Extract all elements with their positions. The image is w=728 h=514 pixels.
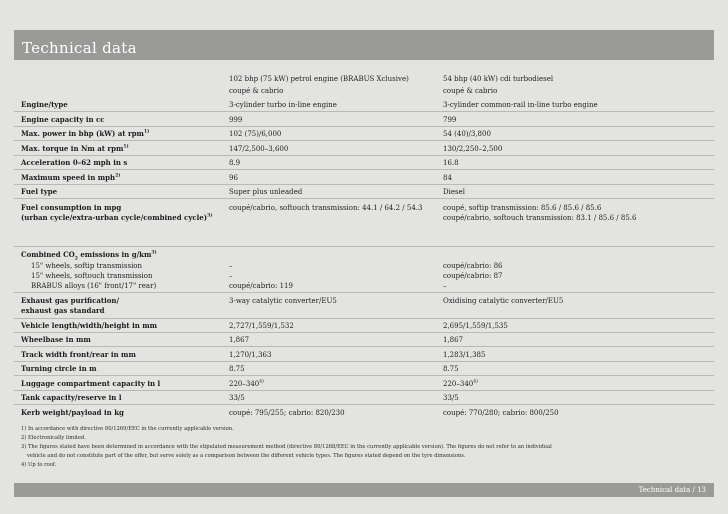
row-value-petrol: 2,727/1,559/1,532 — [229, 322, 294, 330]
row-value-petrol: 220–340$^{4)}$ — [229, 379, 264, 388]
table-row — [14, 99, 714, 112]
row-label: Turning circle in m — [21, 364, 97, 373]
table-row — [14, 143, 714, 156]
row-value-diesel: 130/2,250–2,500 — [443, 145, 503, 153]
row-value-diesel: Diesel — [443, 188, 465, 196]
row-label: Engine/type — [21, 100, 68, 109]
column-header-diesel — [443, 73, 553, 97]
table-row — [14, 334, 714, 347]
row-label: Max. power in bhp (kW) at rpm$^{1)}$ — [21, 129, 150, 138]
row-value-diesel: 1,867 — [443, 336, 464, 344]
row-value-petrol: coupé: 795/255; cabrio: 820/230 — [229, 409, 345, 417]
row-value-petrol: 147/2,500–3,600 — [229, 145, 289, 153]
row-value-diesel: 16.8 — [443, 159, 459, 167]
co2-value-diesel-1: coupé/cabrio: 86 — [443, 262, 503, 270]
row-value-diesel: 2,695/1,559/1,535 — [443, 322, 508, 330]
row-value-petrol: 999 — [229, 116, 243, 124]
table-row — [14, 186, 714, 199]
row-value-diesel: 220–340$^{4)}$ — [443, 379, 478, 388]
row-value-diesel: 54 (40)/3,800 — [443, 130, 491, 138]
row-value-petrol: 1,270/1,363 — [229, 351, 272, 359]
co2-value-diesel-2: coupé/cabrio: 87 — [443, 272, 503, 280]
row-label: Track width front/rear in mm — [21, 350, 136, 359]
table-row — [14, 320, 714, 333]
row-label: Max. torque in Nm at rpm$^{1)}$ — [21, 144, 129, 153]
row-value-petrol: 33/5 — [229, 394, 245, 402]
table-row — [14, 378, 714, 391]
row-label: Kerb weight/payload in kg — [21, 408, 124, 417]
row-label: Acceleration 0–62 mph in s — [21, 158, 128, 167]
table-row-fuel-consumption — [14, 199, 714, 247]
table-row — [14, 407, 714, 419]
row-value-petrol: 8.9 — [229, 159, 241, 167]
row-value-petrol: 8.75 — [229, 365, 245, 373]
row-value-diesel: 3-cylinder common-rail in-line turbo engine — [443, 101, 598, 109]
table-row — [14, 172, 714, 185]
table-row — [14, 114, 714, 127]
row-label: Wheelbase in mm — [21, 335, 91, 344]
co2-sub-label-3: BRABUS alloys (16" front/17" rear) — [31, 282, 157, 290]
row-label: Fuel consumption in mpg — [21, 203, 122, 212]
row-value-petrol: 102 (75)/6,000 — [229, 130, 282, 138]
footnote-3: 3) The figures stated have been determined in accordance with the stipulated measurement method (directive 80/1268/EEC in the currently applicable version). The figures do not refer to an individual — [21, 444, 552, 450]
row-value-diesel-line1: coupé, softip transmission: 85.6 / 85.6 / 85.6 — [443, 204, 602, 212]
table-row-co2 — [14, 247, 714, 293]
co2-value-petrol-1: – — [229, 262, 233, 270]
row-value-petrol: coupé/cabrio, softouch transmission: 44.1 / 64.2 / 54.3 — [229, 204, 423, 212]
row-value-petrol: 96 — [229, 174, 238, 182]
row-value-diesel: Oxidising catalytic converter/EU5 — [443, 297, 564, 305]
row-value-diesel: 799 — [443, 116, 457, 124]
co2-value-petrol-3: coupé/cabrio: 119 — [229, 282, 293, 290]
row-label-line2: exhaust gas standard — [21, 306, 105, 315]
table-row-exhaust — [14, 293, 714, 319]
row-value-petrol: Super plus unleaded — [229, 188, 303, 196]
row-label-line2: (urban cycle/extra-urban cycle/combined cycle)$^{3)}$ — [21, 213, 213, 222]
row-value-diesel: 84 — [443, 174, 452, 182]
table-row — [14, 392, 714, 405]
column-header-diesel-line2: coupé & cabrio — [443, 87, 498, 95]
row-value-diesel: 1,283/1,385 — [443, 351, 486, 359]
table-row — [14, 363, 714, 376]
footer-bar — [14, 483, 714, 497]
row-label: Fuel type — [21, 187, 58, 196]
column-header-petrol-line1: 102 bhp (75 kW) petrol engine (BRABUS Xclusive) — [229, 75, 409, 83]
co2-value-petrol-2: – — [229, 272, 233, 280]
column-headers — [0, 73, 728, 99]
row-label: Luggage compartment capacity in l — [21, 379, 161, 388]
row-value-petrol: 3-cylinder turbo in-line engine — [229, 101, 337, 109]
row-label: Engine capacity in cc — [21, 115, 105, 124]
title-bar — [14, 30, 714, 60]
row-label: Tank capacity/reserve in l — [21, 393, 122, 402]
row-value-diesel: coupé: 770/280; cabrio: 800/250 — [443, 409, 559, 417]
co2-value-diesel-3: – — [443, 282, 447, 290]
footnote-3-cont: vehicle and do not constitute part of the offer, but serve solely as a comparison between the different vehicle types. The figures stated depend on the tyre dimensions. — [27, 453, 466, 459]
column-header-diesel-line1: 54 bhp (40 kW) cdi turbodiesel — [443, 75, 554, 83]
table-row — [14, 128, 714, 141]
table-row — [14, 349, 714, 362]
row-value-diesel-line2: coupé/cabrio, softouch transmission: 83.1 / 85.6 / 85.6 — [443, 214, 637, 222]
row-label: Maximum speed in mph$^{2)}$ — [21, 173, 121, 182]
footnote-1: 1) In accordance with directive 80/1269/EEC in the currently applicable version. — [21, 426, 234, 432]
row-label: Vehicle length/width/height in mm — [21, 321, 158, 330]
footnote-4: 4) Up to roof. — [21, 462, 57, 468]
page-number: Technical data / 13 — [638, 486, 706, 494]
column-header-petrol-line2: coupé & cabrio — [229, 87, 284, 95]
co2-sub-label-1: 15" wheels, softip transmission — [31, 262, 143, 270]
footnote-2: 2) Electronically limited. — [21, 435, 86, 441]
column-header-petrol — [229, 73, 409, 97]
table-row — [14, 157, 714, 170]
row-value-petrol: 3-way catalytic converter/EU5 — [229, 297, 337, 305]
row-value-diesel: 33/5 — [443, 394, 459, 402]
row-value-petrol: 1,867 — [229, 336, 250, 344]
footnotes — [21, 425, 552, 470]
co2-sub-label-2: 15" wheels, softouch transmission — [31, 272, 153, 280]
page-title: Technical data — [22, 39, 137, 57]
row-value-diesel: 8.75 — [443, 365, 459, 373]
row-label: Combined $CO_2$ emissions in $g/km^{3)}$ — [21, 250, 157, 262]
row-label: Exhaust gas purification/ — [21, 296, 120, 305]
